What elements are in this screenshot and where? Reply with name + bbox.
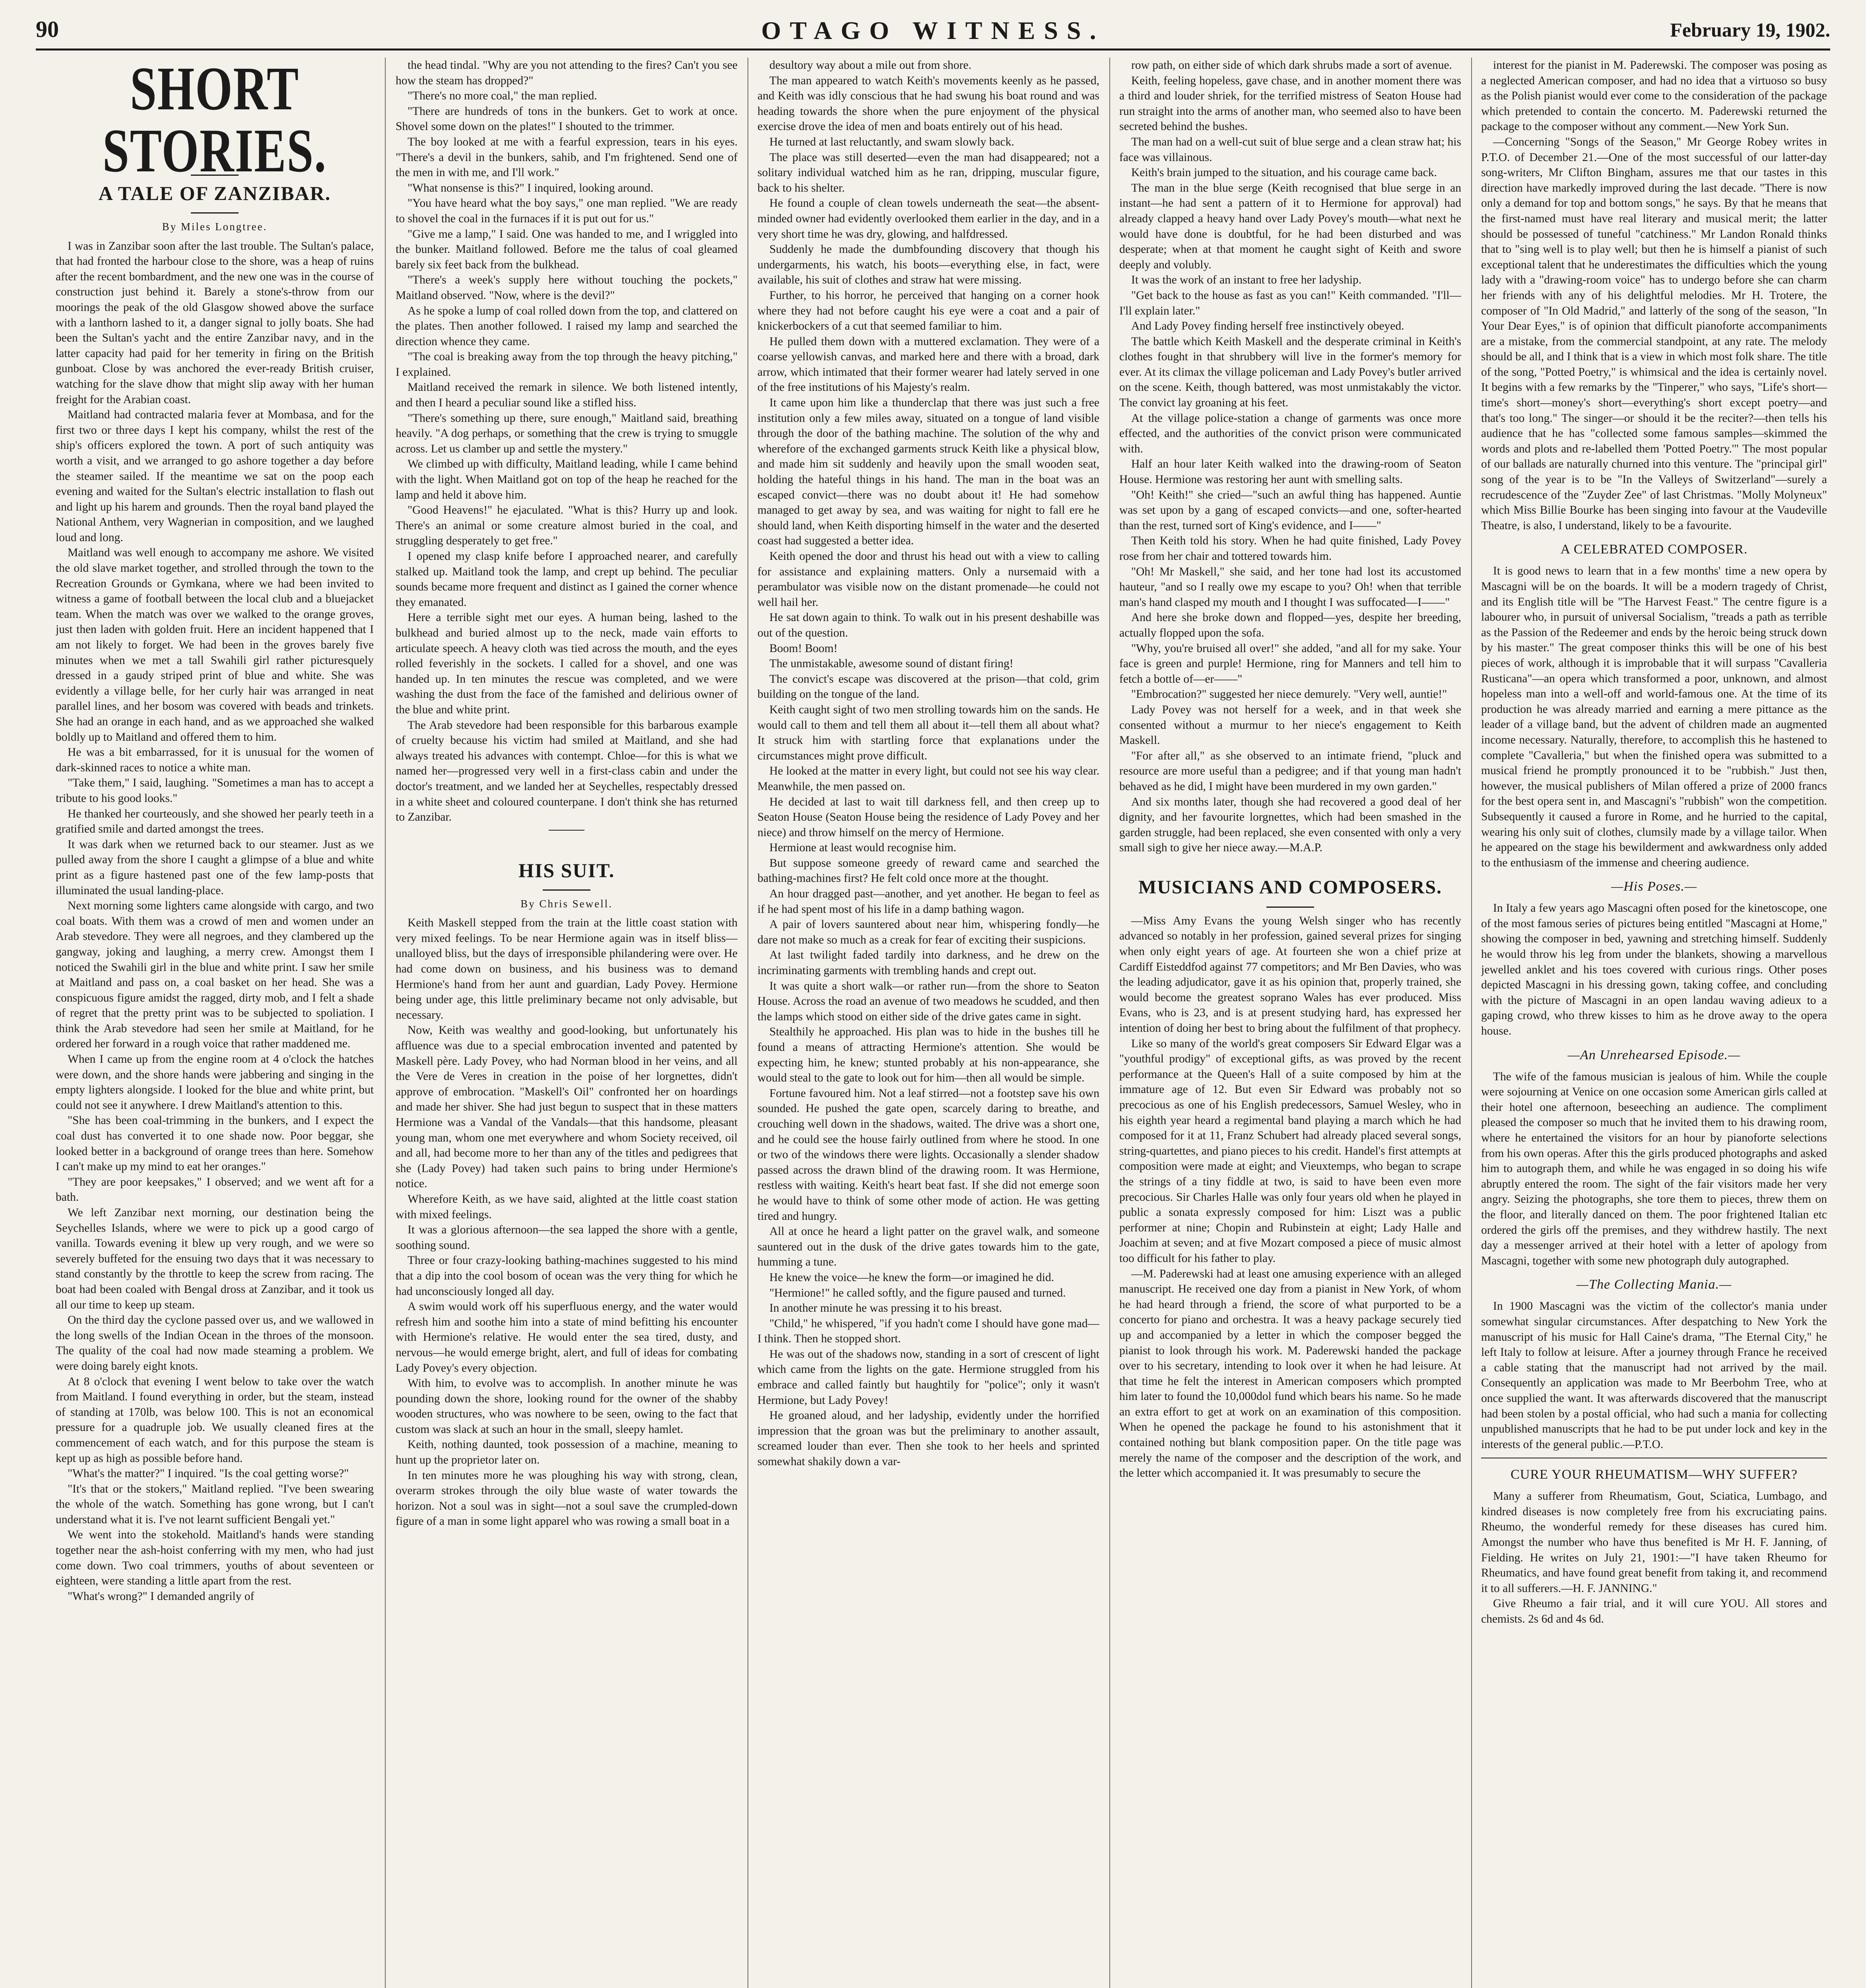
paragraph: The Arab stevedore had been responsible for this barbarous example of cruelty because his victim had smiled at Maitland, and she had always treated his advances with contempt. Chloe—for this is what we named her—progressed very well in a first-class cabin and under the doctor's treatment, and we landed her at Seychelles, respectably dressed in a white sheet and coloured counterpane. I don't think she has returned to Zanzibar. [396,718,738,824]
paragraph: I opened my clasp knife before I approached nearer, and carefully stalked up. Maitland took the lamp, and crept up behind. The peculiar sounds became more frequent and distinct as I gained the corner whence they emanated. [396,550,738,609]
paragraph: We left Zanzibar next morning, our destination being the Seychelles Islands, where we were to pick up a good cargo of vanilla. Towards evening it blew up very rough, and we were so severely buffeted for the ensuing two days that it was necessary to stand constantly by the throttle to keep the screw from racing. The boat had been coaled with Bengal dross at Zanzibar, and it took us all our time to keep up steam. [56,1206,374,1311]
paragraph: Keith's brain jumped to the situation, and his courage came back. [1131,166,1437,179]
paragraph: Maitland received the remark in silence. We both listened intently, and then I heard a peculiar sound like a stifled hiss. [396,381,738,410]
paragraph: The boy looked at me with a fearful expression, tears in his eyes. "There's a devil in the bunkers, sahib, and I'm frightened. Send one of the men in with me, and I'll work." [396,135,738,179]
paragraph: At the village police-station a change of garments was once more effected, and the authorities of the convict prison were communicated with. [1119,412,1461,455]
paragraph: It came upon him like a thunderclap that there was just such a free institution only a few miles away, situated on a tongue of land visible through the door of the bathing machine. The solution of the why and wherefore of the exchanged garments struck Keith like a physical blow, and made him sit suddenly and heavily upon the small wooden seat, holding the hateful things in his hand. The man in the boat was an escaped convict—there was no doubt about it! He had somehow managed to get away by sea, and was waiting for night to fall ere he should land, when Keith disporting himself in the water and the deserted coast had suggested a better idea. [757,396,1099,547]
paragraph: the head tindal. "Why are you not attending to the fires? Can't you see how the steam has dropped?" [396,59,738,87]
paragraph: Wherefore Keith, as we have said, alighted at the little coast station with mixed feelings. [396,1192,738,1221]
paragraph: Suddenly he made the dumbfounding discovery that though his undergarments, his watch, his boots—everything else, in fact, were available, his suit of clothes and straw hat were missing. [757,243,1099,287]
paragraph: An hour dragged past—another, and yet another. He began to feel as if he had spent most of his life in a damp bathing wagon. [757,887,1099,916]
paragraph: Lady Povey was not herself for a week, and in that week she consented without a murmur to her niece's engagement to Keith Maskell. [1119,703,1461,747]
story-body [757,58,1099,1470]
masthead [36,16,1830,44]
paragraph: He thanked her courteously, and she showed her pearly teeth in a gratified smile and darted amongst the trees. [56,807,374,836]
column-4 [1119,58,1461,1988]
paragraph: At 8 o'clock that evening I went below to take over the watch from Maitland. I found everything in order, but the steam, instead of standing at 170lb, was below 100. This is not an economical pressure for a quadruple job. We usually cleaned fires at the commencement of each watch, and for this purpose the steam is kept up as high as possible before hand. [56,1375,374,1465]
paragraph: As he spoke a lump of coal rolled down from the top, and clattered on the plates. Then another followed. I raised my lamp and searched the direction whence they came. [396,304,738,348]
paragraph: Maitland was well enough to accompany me ashore. We visited the old slave market together, and strolled through the town to the Recreation Grounds or Gymkana, where we had been invited to witness a game of football between the local club and a bluejacket team. When the match was over we walked to the orange groves, just then laden with golden fruit. Here an incident happened that I am not likely to forget. We had been in the groves barely five minutes when we met a tall Swahili girl rather picturesquely dressed in a gaudy striped print of blue and white. She was evidently a village belle, for her curly hair was arranged in neat parallel lines, and her bosom was covered with beads and trinkets. She had an orange in each hand, and as we approached she walked boldly up to Maitland and offered them to him. [56,546,374,744]
paragraph: "Why, you're bruised all over!" she added, "and all for my sake. Your face is green and purple! Hermione, ring for Manners and tell him to fetch a bottle of—er——" [1119,642,1461,685]
paragraph: We climbed up with difficulty, Maitland leading, while I came behind with the light. When Maitland got on top of the heap he reached for the lamp and held it above him. [396,458,738,501]
paragraph: It was dark when we returned back to our steamer. Just as we pulled away from the shore I caught a glimpse of a blue and white print as a figure hastened past one of the few lamp-posts that illuminated the usual landing-place. [56,838,374,897]
section-body [1119,913,1461,1481]
paragraph: It was a glorious afternoon—the sea lapped the shore with a gentle, soothing sound. [396,1223,738,1252]
paragraph: "Child," he whispered, "if you hadn't come I should have gone mad—I think. Then he stopped short. [757,1317,1099,1345]
paragraph: The man had on a well-cut suit of blue serge and a clean straw hat; his face was villainous. [1119,135,1461,164]
paragraph: "There's a week's supply here without touching the pockets," Maitland observed. "Now, where is the devil?" [396,274,738,302]
paragraph: At last twilight faded tardily into darkness, and he drew on the incriminating garments with trembling hands and crept out. [757,949,1099,977]
page-number: 90 [36,16,59,42]
column-rule [385,58,386,1988]
paragraph: In ten minutes more he was ploughing his way with strong, clean, overarm strokes through the oily blue waste of water towards the horizon. Not a soul was in sight—not a soul save the crumpled-down figure of a man in some light apparel who was rowing a small boat in a [396,1469,738,1528]
paragraph: He was a bit embarrassed, for it is unusual for the women of dark-skinned races to notice a white man. [56,746,374,774]
paragraph: —M. Paderewski had at least one amusing experience with an alleged manuscript. He received one day from a pianist in New York, of whom he had heard through a friend, the score of what purported to be a concerto for piano and orchestra. It was a heavy package securely tied up and accompanied by a letter in which the composer begged the pianist to look through his work. M. Paderewski handed the package over to his secretary, intending to look over it when he had leisure. At that time he felt the interest in American composers which prompted him later to found the 10,000dol fund which bears his name. So he made an extra effort to get at work on an examination of this composition. When he opened the package he found to his astonishment that it contained nothing but blank composition paper. On the title page was merely the name of the composer and the description of the work, and the letter which accompanied it. It was presumably to secure the [1119,1267,1461,1480]
subsection-label: —The Collecting Mania.— [1576,1277,1732,1292]
paragraph: "There's no more coal," the man replied. [408,89,597,103]
paragraph: A swim would work off his superfluous energy, and the water would refresh him and soothe him into a state of mind befitting his encounter with Hermione's relative. He would enter the sea tired, dusty, and nervous—he would emerge bright, alert, and full of ideas for combating Lady Povey's every objection. [396,1300,738,1375]
paragraph: Give Rheumo a fair trial, and it will cure YOU. All stores and chemists. 2s 6d and 4s 6d. [1481,1597,1827,1626]
paragraph: "Oh! Mr Maskell," she said, and her tone had lost its accustomed hauteur, "and so I really owe my escape to you? Oh! when that terrible man's hand clasped my mouth and I thought I was suffocated—I——" [1119,565,1461,609]
story-body [1119,58,1461,856]
paper-title: OTAGO WITNESS. [761,16,1105,45]
subsection-label: —His Poses.— [1611,879,1697,894]
story-body [56,239,374,1604]
paragraph: But suppose someone greedy of reward came and searched the bathing-machines first? He felt cold once more at the thought. [757,856,1099,885]
paragraph: Like so many of the world's great composers Sir Edward Elgar was a "youthful prodigy" of exceptional gifts, as was proved by the recent performance at the Queen's Hall of a suite composed by him at the immature age of 12. But even Sir Edward was probably not so precocious as one of his English predecessors, Samuel Wesley, who in his eighth year heard a regimental band playing a march which he had composed for it at 11, Franz Schubert had already placed several songs, string-quartettes, and piano pieces to his credit. Handel's first attempts at composition were made at eight; and Vieuxtemps, who began to scrape the strings of a tiny fiddle at two, is said to have been even more precocious. Sir Charles Halle was only four years old when he played in public a sonata expressly composed for him: Liszt was a public performer at nine; Chopin and Rubinstein at eight; Lady Halle and Joachim at seven; and at five Mozart composed a piece of music almost too difficult for his father to play. [1119,1037,1461,1265]
paragraph: "Good Heavens!" he ejaculated. "What is this? Hurry up and look. There's an animal or some creature almost buried in the coal, and struggling desperately to get free." [396,504,738,547]
paragraph: The convict's escape was discovered at the prison—that cold, grim building on the tongue of the land. [757,672,1099,701]
paragraph: —Concerning "Songs of the Season," Mr George Robey writes in P.T.O. of December 21.—One of the most successful of our latter-day song-writers, Mr Clifton Bingham, assures me that our tastes in this direction have markedly improved during the last decade. "There is now only a demand for top and bottom songs," he says. By that he means that the first-named must have real literary and musical merit; the latter should be possessed of tuneful "catchiness." Mr Landon Ronald thinks that to "sing well is to play well; but then he is himself a pianist of such exceptional talent that he underestimates the difficulties which the young lady with a "drawing-room voice" has to undergo before she can charm her friends with any of his delightful melodies. Mr H. Trotere, the composer of "In Old Madrid," and latterly of the song of the season, "In Your Dear Eyes," is of opinion that difficult pianoforte accompaniments are a mistake, from the commercial standpoint, at any rate. The melody should be all, and I think that is a view in which most folk share. The title of the song, "Potted Poetry," is whimsical and the idea is certainly novel. It begins with a few remarks by the "Tinperer," who says, "Life's short—time's short—money's short—everything's short except poetry—and that's too long." The singer—or should it be the reciter?—then tells his audience that he has "collected some famous samples—skimmed the words and plots and re-labelled them 'Potted Poetry.'" The most popular of our ballads are naturally churned into this venture. The "principal girl" song of the year is to be "In the Valleys of Switzerland"—surely a recrudescence of the "Zuyder Zee" of last Christmas. "Molly Molyneux" which Miss Billie Bourke has been singing into favour at the Vaudeville Theatre, is also, I understand, likely to be a favourite. [1481,135,1827,532]
section-title: MUSICIANS AND COMPOSERS. [1138,876,1443,898]
column-3 [757,58,1099,1988]
issue-date: February 19, 1902. [1670,19,1830,41]
paragraph: row path, on either side of which dark shrubs made a sort of avenue. [1131,59,1452,72]
paragraph: He found a couple of clean towels underneath the seat—the absent-minded owner had evidently overlooked them earlier in the day, and in a very short time he was dry, glowing, and halfdressed. [757,197,1099,241]
subsection-title: A CELEBRATED COMPOSER. [1560,542,1748,557]
paragraph: "Give me a lamp," I said. One was handed to me, and I wriggled into the bunker. Maitland followed. Before me the talus of coal gleamed barely six feet back from the bulkhead. [396,227,738,271]
paragraph: Keith, nothing daunted, took possession of a machine, meaning to hunt up the proprietor later on. [396,1438,738,1467]
paragraph: And Lady Povey finding herself free instinctively obeyed. [1131,320,1404,333]
subsection-body [1481,901,1827,1039]
paragraph: desultory way about a mile out from shore. [769,59,971,72]
paragraph: We went into the stokehold. Maitland's hands were standing together near the ash-hoist conferring with my men, who had just come down. Two coal trimmers, youths of about seventeen or eighteen, were standing a little apart from the rest. [56,1528,374,1588]
section-title: SHORT STORIES. [102,58,327,185]
paragraph: "There are hundreds of tons in the bunkers. Get to work at once. Shovel some down on the plates!" I shouted to the trimmer. [396,105,738,133]
column-5 [1481,58,1827,1988]
paragraph: The wife of the famous musician is jealous of him. While the couple were sojourning at Venice on one occasion some American girls called at their hotel one afternoon, beseeching an audience. The compliment pleased the composer so much that he invited them to his drawing room, where he entertained the visitors for an hour by pianoforte selections from his own operas. After this the girls produced photographs and asked him to autograph them, and while he was engaged in so doing his wife abruptly entered the room. The sight of the fair visitors made her very angry. Seizing the photographs, she tore them to pieces, threw them on the floor, and literally danced on them. The poor frightened Italian etc ordered the girls off the premises, and they withdrew hastily. The next day a messenger arrived at their hotel with a letter of apology from Mascagni, together with some new photograph duly autographed. [1481,1070,1827,1267]
column-1 [56,58,374,1988]
story-divider [549,830,584,831]
paragraph: The battle which Keith Maskell and the desperate criminal in Keith's clothes fought in that shrubbery will live in the former's memory for ever. At its climax the village policeman and Lady Povey's butler arrived on the scene. Keith, though battered, was most unmistakably the victor. The convict lay groaning at his feet. [1119,335,1461,410]
paragraph: "You have heard what the boy says," one man replied. "We are ready to shovel the coal in the furnaces if it is put out for us." [396,197,738,225]
paragraph: He decided at last to wait till darkness fell, and then creep up to Seaton House (Seaton House being the residence of Lady Povey and her niece) and throw himself on the mercy of Hermione. [757,795,1099,839]
column-2 [396,58,738,1988]
paragraph: Further, to his horror, he perceived that hanging on a corner hook where they had not before caught his eye were a coat and a pair of knickerbockers of a cut that seemed familiar to him. [757,289,1099,333]
paragraph: Next morning some lighters came alongside with cargo, and two coal boats. With them was a crowd of men and women under an Arab stevedore. They were all negroes, and they clambered up the gangway, joking and laughing, a merry crew. Amongst them I noticed the Swahili girl in the blue and white print. I saw her smile at Maitland and pass on, a coal basket on her head. She was a conspicuous figure amidst the ragged, dirty mob, and I felt a shade of regret that the pretty print was to be subjected to spoliation. I think the Arab stevedore had seen her smile at Maitland, for he ordered her forward in a rough voice that rather maddened me. [56,899,374,1050]
subsection-body [1481,1069,1827,1269]
paragraph: On the third day the cyclone passed over us, and we wallowed in the long swells of the Indian Ocean in the throes of the monsoon. The quality of the coal had now made steaming a problem. We were doing barely eight knots. [56,1314,374,1373]
paragraph: "There's something up there, sure enough," Maitland said, breathing heavily. "A dog perhaps, or something that the crew is trying to smuggle across. Let us clamber up and settle the mystery." [396,412,738,455]
paragraph: Then Keith told his story. When he had quite finished, Lady Povey rose from her chair and tottered towards him. [1119,534,1461,563]
paragraph: Maitland had contracted malaria fever at Mombasa, and for the first two or three days I kept his company, whilst the rest of the ship's officers explored the town. A port of such antiquity was worth a visit, and we arranged to go ashore together a day before the steamer sailed. If the meantime we sat on the poop each evening and waited for the Sultan's electric installation to flash out and light up his harem and grounds. Then the royal band played the National Anthem, very Wagnerian in composition, and we laughed loud and long. [56,408,374,544]
paragraph: All at once he heard a light patter on the gravel walk, and someone sauntered out in the dusk of the drive gates towards him to the gate, humming a tune. [757,1225,1099,1269]
paragraph: Keith Maskell stepped from the train at the little coast station with very mixed feelings. To be near Hermione again was in itself bliss—unalloyed bliss, but the days of irresponsible philandering were over. He had come down on business, and his business was to demand Hermione's hand from her aunt and guardian, Lady Povey. Hermione being under age, this little preliminary became not only advisable, but necessary. [396,916,738,1021]
paragraph: Now, Keith was wealthy and good-looking, but unfortunately his affluence was due to a special embrocation invented and patented by Maskell père. Lady Povey, who had Norman blood in her veins, and all the Vere de Veres in creation in the poise of her lorgnettes, didn't approve of embrocation. "Maskell's Oil" confronted her on hoardings and made her shiver. She had just begun to suspect that in these matters Hermione was a Vandal of the Vandals—that this handsome, pleasant young man, whom one met everywhere and whom Society received, oil and all, had become more to her than any of the titles and pedigrees that she (Lady Povey) had taken such pains to bring under Hermione's notice. [396,1024,738,1190]
paragraph: Here a terrible sight met our eyes. A human being, lashed to the bulkhead and buried almost up to the neck, made vain efforts to articulate speech. A heavy cloth was tied across the mouth, and the eyes rolled feverishly in the sockets. I called for a shovel, and one was handed up. In ten minutes the rescue was completed, and we were washing the dust from the face of the famished and delirious owner of the blue and white print. [396,611,738,716]
advertisement-body [1481,1489,1827,1627]
paragraph: A pair of lovers sauntered about near him, whispering fondly—he dare not make so much as a creak for fear of exciting their suspicions. [757,918,1099,946]
column-rule [1471,58,1472,1988]
paragraph: "Oh! Keith!" she cried—"such an awful thing has happened. Auntie was set upon by a gang of escaped convicts—and one, softer-hearted than the rest, turned sort of King's evidence, and I——" [1119,488,1461,532]
story-body [396,915,738,1529]
paragraph: "She has been coal-trimming in the bunkers, and I expect the coal dust has converted it to one shade now. Poor beggar, she looked better in a background of orange trees than here. Somehow I can't make up my mind to eat her oranges." [56,1114,374,1173]
paragraph: "Embrocation?" suggested her niece demurely. "Very well, auntie!" [1131,688,1447,701]
section-body [1481,58,1827,533]
paragraph: Boom! Boom! [769,642,838,655]
paragraph: In another minute he was pressing it to his breast. [769,1302,1002,1315]
paragraph: He knew the voice—he knew the form—or imagined he did. [769,1271,1054,1284]
paragraph: He turned at last reluctantly, and swam slowly back. [769,135,1014,148]
paragraph: He groaned aloud, and her ladyship, evidently under the horrified impression that the groan was but the preliminary to another assault, screamed louder than ever. Then she took to her heels and sprinted somewhat shakily down a var- [757,1409,1099,1468]
paragraph: I was in Zanzibar soon after the last trouble. The Sultan's palace, that had fronted the harbour close to the shore, was a heap of ruins after the recent bombardment, and the new one was in the course of construction just behind it. Barely a stone's-throw from our moorings the peak of the old Glasgow showed above the surface with a lanthorn lashed to it, a danger signal to jolly boats. She had been the Sultan's yacht and the entire Zanzibar navy, and in the latter capacity had paid for her temerity in firing on the British gunboat. Close by was anchored the ever-ready British cruiser, watching for the slave dhow that might slip away with her human freight for the Arabian coast. [56,239,374,406]
paragraph: —Miss Amy Evans the young Welsh singer who has recently advanced so notably in her profession, gained several prizes for singing when only eight years of age. At fourteen she won a chief prize at Cardiff Eisteddfod against 77 competitors; and Mr Ben Davies, who was the leading adjudicator, gave it as his opinion that, properly trained, she would become the greatest soprano Wales has ever produced. Miss Evans, who is 23, and is at present studying hard, has expressed her intention of doing her best to bring about the fulfilment of that prophecy. [1119,914,1461,1035]
paragraph: Keith opened the door and thrust his head out with a view to calling for assistance and explaining matters. Only a nursemaid with a perambulator was visible now on the distant promenade—he could not well hail her. [757,550,1099,609]
paragraph: It was the work of an instant to free her ladyship. [1131,274,1362,287]
paragraph: Hermione at least would recognise him. [769,841,957,854]
paragraph: With him, to evolve was to accomplish. In another minute he was pounding down the shore, looking round for the owner of the shabby wooden structures, who was nowhere to be seen, owing to the fact that custom was slack at such an hour in the small, sleepy hamlet. [396,1377,738,1436]
paragraph: It was quite a short walk—or rather run—from the shore to Seaton House. Across the road an avenue of two meadows he scudded, and then the lamps which stood on either side of the drive gates came in sight. [757,979,1099,1023]
paragraph: "Get back to the house as fast as you can!" Keith commanded. "I'll—I'll explain later." [1119,289,1461,317]
paragraph: He pulled them down with a muttered exclamation. They were of a coarse yellowish canvas, and marked here and there with a broad, dark arrow, which intimated that their former wearer had lately served in one of the free institutions of his Majesty's realm. [757,335,1099,394]
advertisement-title: CURE YOUR RHEUMATISM—WHY SUFFER? [1511,1467,1798,1482]
story-title: A TALE OF ZANZIBAR. [98,182,331,204]
paragraph: Keith, feeling hopeless, gave chase, and in another moment there was a third and louder shriek, for the terrified mistress of Seaton House had run straight into the arms of another man, who seemed also to have been secreted behind the bushes. [1119,74,1461,133]
paragraph: "Take them," I said, laughing. "Sometimes a man has to accept a tribute to his good looks." [56,777,374,805]
title-rule [191,212,239,214]
story-body [396,58,738,825]
title-rule [543,889,590,891]
paragraph: Fortune favoured him. Not a leaf stirred—not a footstep save his own sounded. He pushed the gate open, scarcely daring to breathe, and crouching well down in the shadows, waited. The drive was a short one, and he could see the house fairly outlined from where he stood. In one or two of the windows there were lights. Occasionally a slender shadow passed across the drawn blind of the drawing room. It was Hermione, restless with waiting. Keith's heart beat fast. If she did not emerge soon he would have to think of some other mode of action. He was getting tired and hungry. [757,1087,1099,1223]
masthead-rule [36,49,1830,50]
paragraph: And six months later, though she had recovered a good deal of her dignity, and her favourite lorgnettes, which had been smashed in the garden struggle, had been replaced, she even consented with only a very small sigh to give her niece away.—M.A.P. [1119,795,1461,854]
byline: By Miles Longtree. [162,221,268,233]
paragraph: interest for the pianist in M. Paderewski. The composer was posing as a neglected American composer, and had no idea that a virtuoso so busy as the Polish pianist would ever come to the consideration of the package which pretended to contain the concerto. M. Paderewski returned the package to the composer without any comment.—New York Sun. [1481,59,1827,133]
subsection-body [1481,563,1827,870]
paragraph: "The coal is breaking away from the top through the heavy pitching," I explained. [396,350,738,379]
story-title: HIS SUIT. [518,859,615,881]
paragraph: Stealthily he approached. His plan was to hide in the bushes till he found a means of attracting Hermione's attention. She would be expecting him, he knew; stunted probably at his non-appearance, she would steal to the gate to look out for him—then all would be simple. [757,1025,1099,1085]
paragraph: "They are poor keepsakes," I observed; and we went aft for a bath. [56,1175,374,1204]
column-rule [1109,58,1110,1988]
paragraph: Keith caught sight of two men strolling towards him on the sands. He would call to them and tell them all about it—tell them all about what? It struck him with startling force that explanations under the circumstances might prove difficult. [757,703,1099,762]
paragraph: He sat down again to think. To walk out in his present deshabille was out of the question. [757,611,1099,639]
paragraph: The man in the blue serge (Keith recognised that blue serge in an instant—he had sent a pattern of it to Hermione for approval) had already clapped a heavy hand over Lady Povey's mouth—what next he would have done is doubtful, for he had been disturbed and was desperate; when at that moment he caught sight of Keith and swore deeply and volubly. [1119,181,1461,271]
paragraph: Many a sufferer from Rheumatism, Gout, Sciatica, Lumbago, and kindred diseases is now completely free from his excruciating pains. Rheumo, the wonderful remedy for these diseases has cured him. Amongst the number who have thus benefited is Mr H. F. Janning, of Fielding. He writes on July 21, 1901:—"I have taken Rheumo for Rheumatics, and have found great benefit from taking it, and recommend it to all sufferers.—H. F. JANNING." [1481,1490,1827,1595]
paragraph: When I came up from the engine room at 4 o'clock the hatches were down, and the shore hands were jabbering and singing in the empty lighters alongside. I looked for the blue and white print, but could not see it anywhere. I drew Maitland's attention to this. [56,1053,374,1112]
paragraph: "For after all," as she observed to an intimate friend, "pluck and resource are more useful than a pedigree; and if that young man hadn't behaved as he did, I might have been murdered in my own garden." [1119,749,1461,793]
subsection-body [1481,1299,1827,1452]
paragraph: "It's that or the stokers," Maitland replied. "I've been swearing the whole of the watch. Something has gone wrong, but I can't understand what it is. I've not learnt sufficient Bengali yet." [56,1482,374,1526]
paragraph: In Italy a few years ago Mascagni often posed for the kinetoscope, one of the most famous series of pictures being entitled "Mascagni at Home," showing the composer in bed, yawning and stretching himself. Suddenly he would throw his leg from under the blankets, showing a marvellous jewelled anklet and his toes covered with curious rings. Other poses depicted Mascagni in his dressing gown, taking coffee, and concluding with the picture of Mascagni in an open landau waving adieux to a gaping crowd, who threw kisses to him as he drove away to the opera house. [1481,902,1827,1038]
paragraph: It is good news to learn that in a few months' time a new opera by Mascagni will be on the boards. It will be a modern tragedy of Christ, and its English title will be "The Harvest Feast." The centre figure is a labourer who, in pursuit of universal Socialism, "treads a path as terrible as the Passion of the Redeemer and ends by the heroic being struck down by his master." The great composer thinks this will be one of his best pieces of work, although it is improbable that it will surpass "Cavalleria Rusticana"—an opera which transformed a poor, unknown, and almost hopeless man into a well-off and world-famous one. At the time of its production he was already married and earning a mere pittance as the leader of a village band, but the advent of children made an augmented income necessary. Naturally, therefore, to accomplish this he hastened to complete "Cavalleria," but when the finished opera was submitted to a musical friend he promptly pronounced it to be "rubbish." Just then, however, the musical publishers of Milan offered a prize of 2000 francs for the best opera sent in, and Mascagni's "rubbish" won the competition. Subsequently it caused a furore in Rome, and he hurried to the capital, wearing his only suit of clothes, clumsily made by a village tailor. When he appeared on the stage his bewilderment and awkwardness only added to the enthusiasm of the immense and cheering audience. [1481,565,1827,869]
paragraph: "What nonsense is this?" I inquired, looking around. [408,181,654,194]
paragraph: Half an hour later Keith walked into the drawing-room of Seaton House. Hermione was restoring her aunt with smelling salts. [1119,458,1461,486]
paragraph: Three or four crazy-looking bathing-machines suggested to his mind that a dip into the cool bosom of ocean was the very thing for which he had unconsciously longed all day. [396,1254,738,1298]
paragraph: He was out of the shadows now, standing in a sort of crescent of light which came from the lights on the gate. Hermione struggled from his embrace and called faintly but haughtily for "police"; only it wasn't Hermione, but Lady Povey! [757,1347,1099,1407]
paragraph: In 1900 Mascagni was the victim of the collector's mania under somewhat singular circumstances. After despatching to New York the manuscript of his music for Hall Caine's drama, "The Eternal City," he left Italy to follow at leisure. After a journey through France he received a cable stating that the manuscript had not arrived by the mail. Consequently an application was made to Mr Beerbohm Tree, who at once supplied the want. It was afterwards discovered that the manuscript had been stolen by a postal official, who had such a mania for collecting unpublished manuscripts that he had to be put under lock and key in the interests of the general public.—P.T.O. [1481,1300,1827,1451]
paragraph: He looked at the matter in every light, but could not see his way clear. Meanwhile, the men passed on. [757,765,1099,793]
title-rule [1266,907,1314,908]
paragraph: And here she broke down and flopped—yes, despite her breeding, actually flopped upon the sofa. [1119,611,1461,639]
byline: By Chris Sewell. [520,897,613,910]
subsection-label: —An Unrehearsed Episode.— [1567,1047,1741,1062]
paragraph: "What's wrong?" I demanded angrily of [68,1590,254,1603]
paragraph: "Hermione!" he called softly, and the figure paused and turned. [769,1286,1066,1299]
paragraph: "What's the matter?" I inquired. "Is the coal getting worse?" [68,1467,349,1480]
paragraph: The unmistakable, awesome sound of distant firing! [769,657,1014,670]
paragraph: The place was still deserted—even the man had disappeared; not a solitary individual watched him as he ran, dripping, muscular figure, back to his shelter. [757,151,1099,194]
paragraph: The man appeared to watch Keith's movements keenly as he passed, and Keith was idly conscious that he had swung his boat round and was heading towards the shore when the pure enjoyment of the physical exercise drove the idea of men and boats entirely out of his head. [757,74,1099,133]
